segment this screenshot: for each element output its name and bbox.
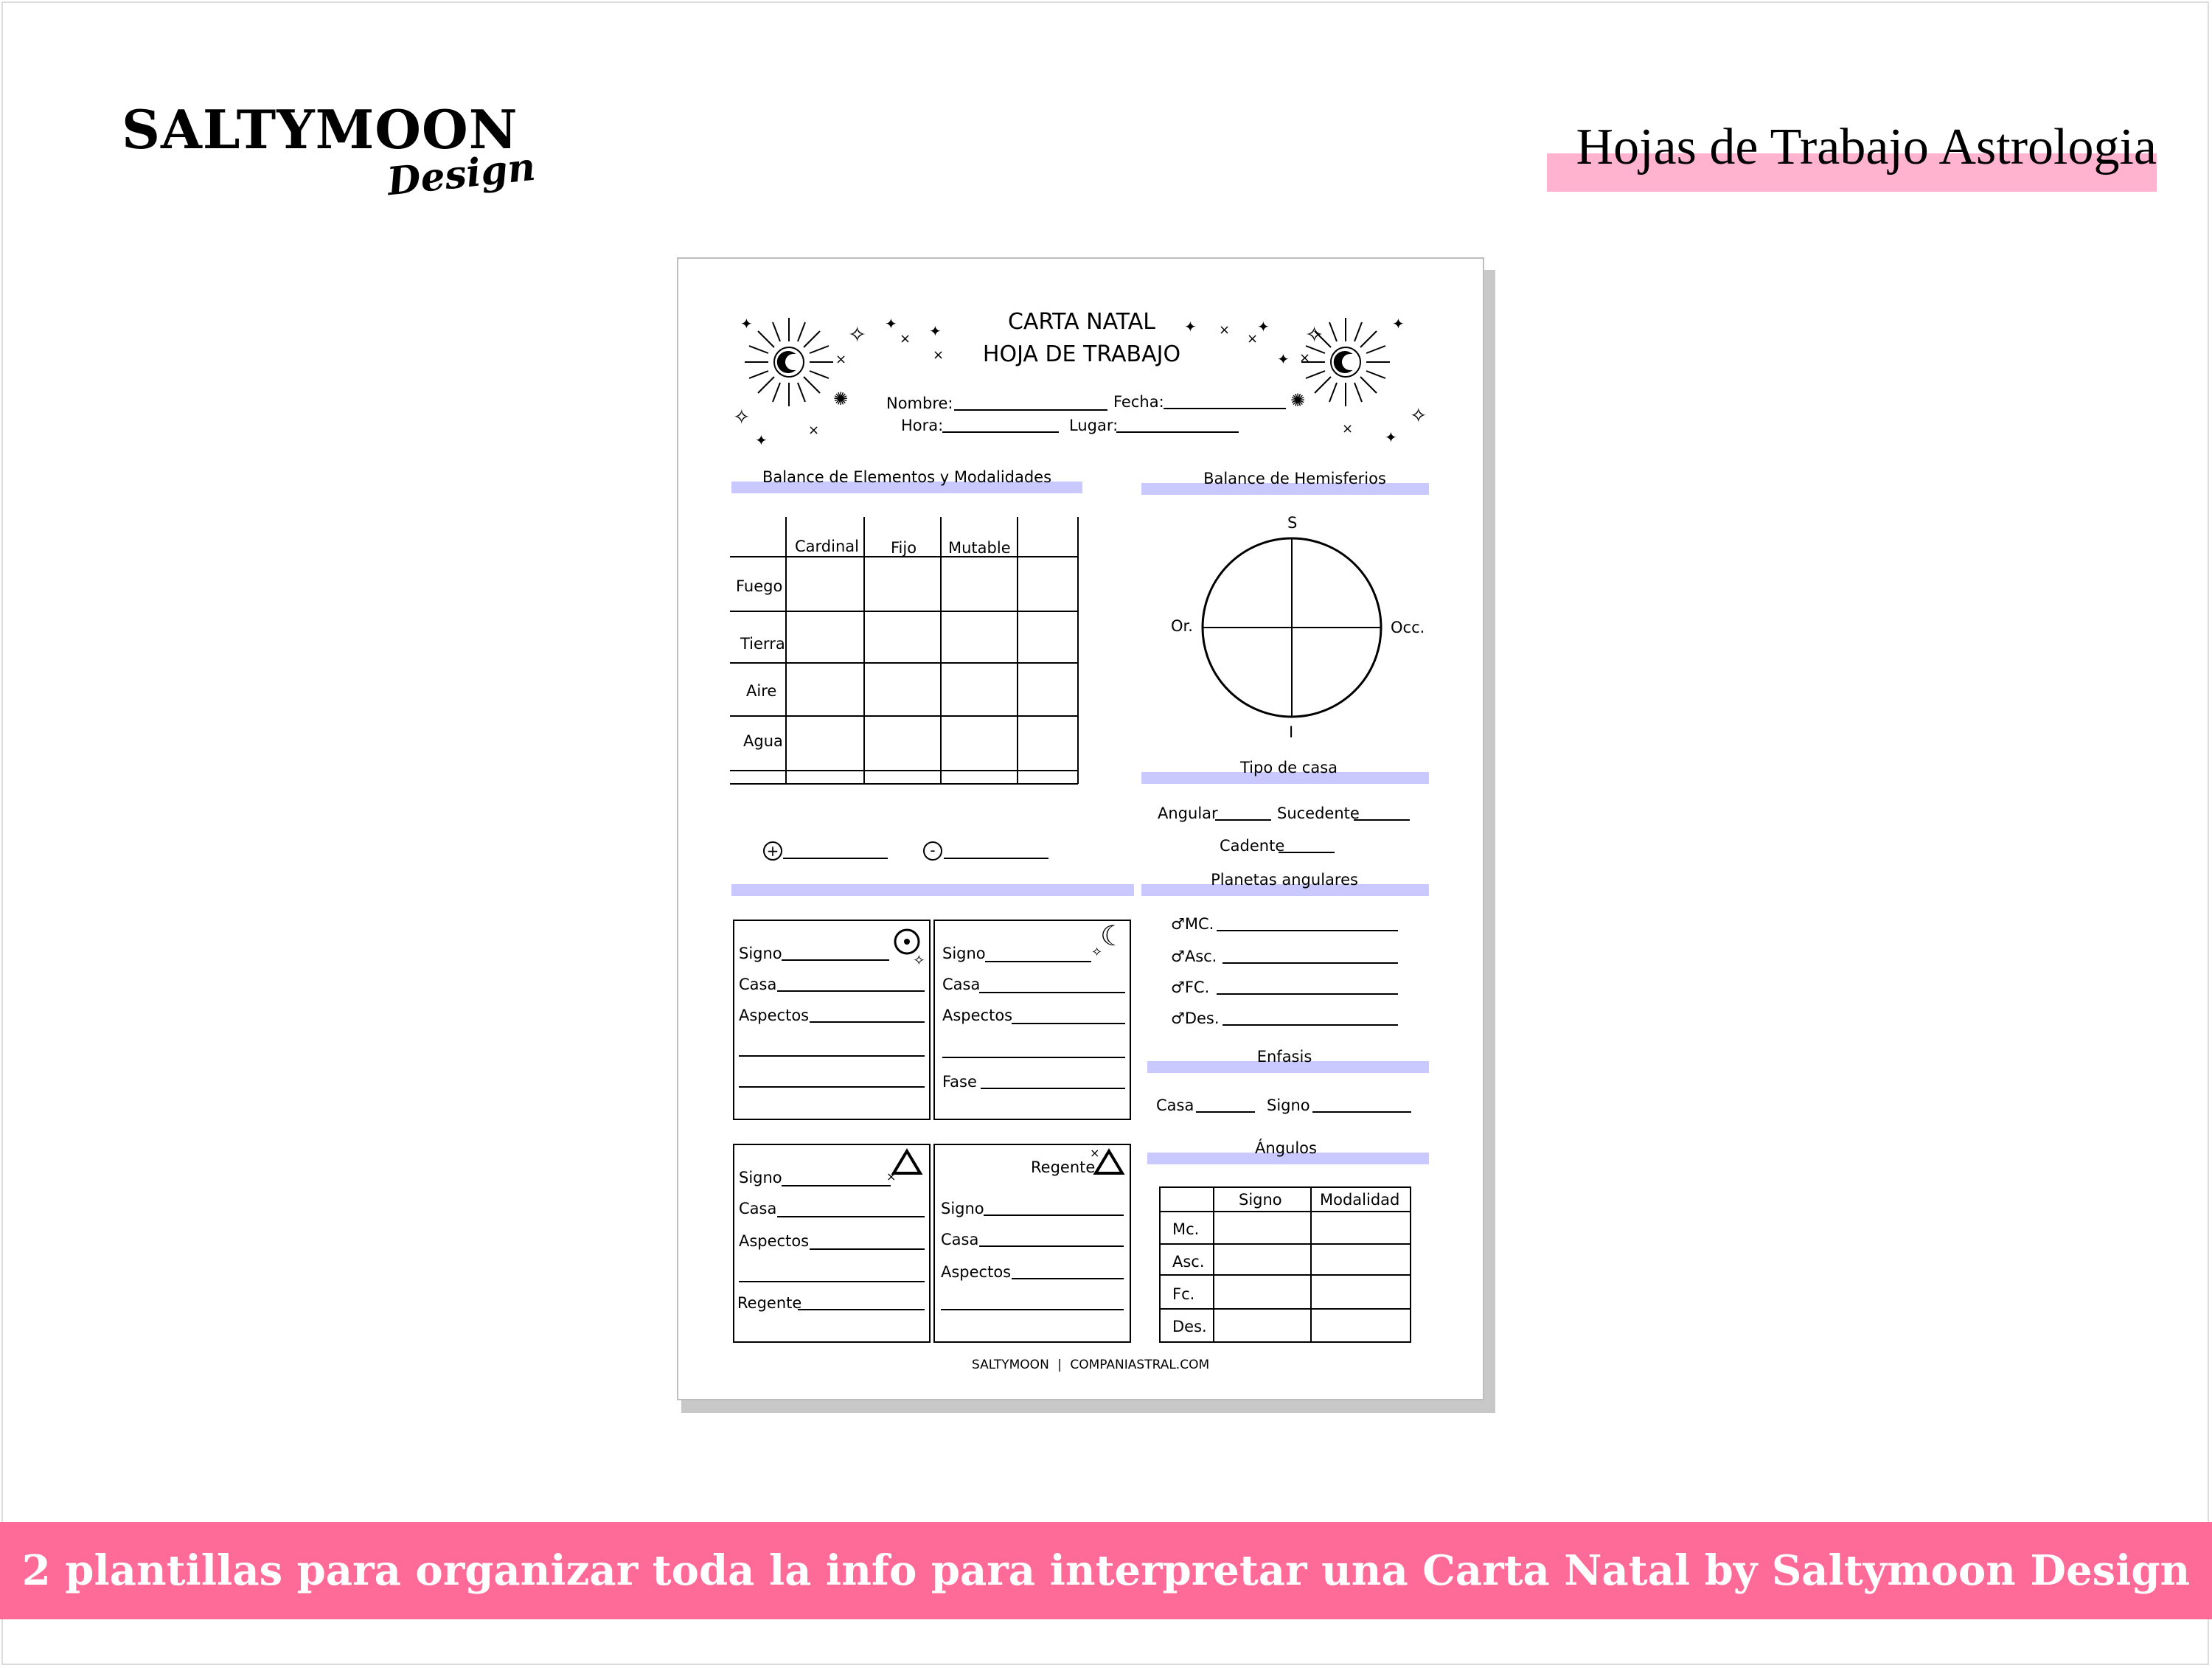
ruler-triangle-icon (1088, 1147, 1130, 1184)
svg-text:×: × (1090, 1147, 1100, 1160)
angles-row-label: Fc. (1172, 1285, 1195, 1303)
sucedente-label: Sucedente (1277, 805, 1360, 822)
fecha-field[interactable] (1164, 408, 1286, 409)
star-burst-icon: ✺ (833, 389, 849, 409)
moon-aspectos-field[interactable] (1012, 1023, 1125, 1024)
moon-signo-label: Signo (942, 945, 986, 962)
star-burst-icon: ✺ (1290, 390, 1306, 411)
ruler-signo-label: Signo (941, 1200, 984, 1217)
angular-field[interactable] (1215, 819, 1271, 821)
ruler-aspectos-field[interactable] (1012, 1278, 1124, 1279)
row-label: Agua (743, 732, 783, 750)
row-label: Aire (746, 682, 777, 700)
sun-signo-field[interactable] (782, 959, 889, 961)
des-field[interactable] (1222, 1024, 1398, 1026)
sparkle-icon: ✧ (1410, 403, 1427, 428)
star-x-icon: × (933, 347, 945, 363)
star-x-icon: × (1299, 350, 1311, 366)
angular-planet-mc: ♂MC. (1171, 915, 1214, 933)
positive-field[interactable] (783, 858, 888, 859)
hora-label: Hora: (901, 417, 944, 434)
row-label: Fuego (736, 577, 783, 595)
sheet-subtitle: HOJA DE TRABAJO (982, 341, 1181, 367)
sucedente-field[interactable] (1354, 819, 1410, 821)
sparkle-icon: ✦ (1277, 350, 1290, 368)
brand-name: SALTYMOON (122, 98, 518, 161)
banner-text: 2 plantillas para organizar toda la info para interpretar una Carta Natal by Saltymoon Design (21, 1546, 2191, 1595)
worksheet-page (677, 257, 1484, 1400)
column-header: Fijo (891, 539, 917, 557)
moon-fase-field[interactable] (981, 1088, 1125, 1089)
asc-field[interactable] (1222, 962, 1398, 964)
row-label: Tierra (740, 635, 785, 653)
mars-icon: ♂ (1171, 915, 1185, 933)
angular-planet-fc: ♂FC. (1171, 979, 1210, 996)
star-x-icon: × (1247, 331, 1259, 347)
ruler-aspectos-label: Aspectos (941, 1263, 1012, 1281)
nombre-field[interactable] (954, 409, 1107, 411)
brand-logo (122, 98, 538, 205)
angles-column-header: Modalidad (1320, 1191, 1400, 1209)
sun-aspectos-label: Aspectos (739, 1007, 810, 1024)
lugar-label: Lugar: (1069, 417, 1119, 434)
svg-text:×: × (886, 1170, 897, 1184)
emphasis-signo-field[interactable] (1312, 1111, 1411, 1113)
sun-casa-field[interactable] (777, 990, 925, 992)
svg-text:✧: ✧ (913, 951, 925, 968)
nombre-label: Nombre: (886, 395, 953, 412)
sheet-title: CARTA NATAL (1007, 309, 1156, 335)
plus-icon: + (763, 841, 782, 861)
emphasis-signo-label: Signo (1267, 1097, 1310, 1114)
mars-icon: ♂ (1171, 948, 1185, 965)
star-x-icon: × (900, 331, 911, 347)
hemisphere-top-label: S (1287, 514, 1298, 532)
emphasis-casa-label: Casa (1156, 1097, 1194, 1114)
angular-planets-title: Planetas angulares (1211, 871, 1358, 889)
fecha-label: Fecha: (1113, 393, 1164, 411)
footer-site: COMPANIASTRAL.COM (1070, 1358, 1210, 1372)
hemisphere-circle (1200, 536, 1383, 719)
ruler-casa-label: Casa (941, 1231, 979, 1248)
sparkle-icon: ✧ (848, 322, 867, 348)
star-x-icon: × (1342, 421, 1354, 437)
hemispheres-title: Balance de Hemisferios (1203, 470, 1386, 487)
sun-extra-field[interactable] (739, 1086, 925, 1088)
emphasis-title: Enfasis (1256, 1048, 1312, 1066)
asc-extra-field[interactable] (739, 1281, 925, 1282)
elements-section-title: Balance de Elementos y Modalidades (762, 468, 1052, 486)
star-x-icon: × (835, 352, 847, 367)
sun-icon (891, 924, 928, 968)
fc-field[interactable] (1217, 993, 1398, 995)
asc-casa-field[interactable] (777, 1216, 925, 1217)
column-header: Mutable (948, 539, 1011, 557)
ruler-regente-label: Regente (1031, 1158, 1096, 1176)
angles-column-header: Signo (1239, 1191, 1282, 1209)
sparkle-icon: ✧ (1091, 945, 1103, 960)
angles-row-label: Asc. (1172, 1253, 1205, 1271)
sun-signo-label: Signo (739, 945, 782, 962)
star-x-icon: × (1219, 322, 1231, 338)
lugar-field[interactable] (1116, 431, 1239, 433)
asc-regente-label: Regente (737, 1294, 802, 1312)
angles-row-label: Mc. (1172, 1220, 1200, 1238)
moon-extra-field[interactable] (942, 1057, 1125, 1058)
elements-grid (730, 517, 1084, 788)
sparkle-icon: ✦ (1184, 318, 1197, 336)
angles-title: Ángulos (1255, 1139, 1317, 1157)
ruler-extra-field[interactable] (941, 1309, 1124, 1310)
sparkle-icon: ✦ (929, 322, 942, 340)
angular-label: Angular (1158, 805, 1218, 822)
sparkle-icon: ✧ (1305, 322, 1324, 348)
sparkle-icon: ✦ (755, 431, 768, 449)
hemisphere-left-label: Or. (1171, 617, 1193, 635)
cadente-label: Cadente (1220, 837, 1285, 855)
asc-regente-field[interactable] (798, 1309, 925, 1310)
sun-casa-label: Casa (739, 976, 777, 993)
sun-moon-icon-left (737, 310, 848, 421)
hora-field[interactable] (942, 431, 1059, 433)
sparkle-icon: ✦ (1257, 318, 1270, 336)
brand-script: Design (385, 144, 538, 205)
sparkle-icon: ✧ (733, 405, 751, 429)
star-x-icon: × (808, 423, 820, 438)
column-header: Cardinal (795, 538, 859, 555)
moon-casa-field[interactable] (979, 992, 1125, 993)
page-title-tag (1576, 118, 2157, 177)
sparkle-icon: ✦ (1385, 428, 1397, 446)
sheet-footer (972, 1358, 1209, 1372)
negative-field[interactable] (944, 858, 1048, 859)
asc-casa-label: Casa (739, 1200, 777, 1217)
ascendant-triangle-icon (886, 1147, 928, 1184)
sun-aspectos-field[interactable] (810, 1021, 925, 1023)
bottom-banner (0, 1522, 2212, 1619)
moon-aspectos-label: Aspectos (942, 1007, 1013, 1024)
emphasis-casa-field[interactable] (1196, 1111, 1255, 1113)
house-type-title: Tipo de casa (1239, 759, 1338, 776)
footer-separator: | (1057, 1358, 1062, 1372)
page-title: Hojas de Trabajo Astrologia (1576, 119, 2157, 176)
angular-planet-des: ♂Des. (1171, 1010, 1220, 1027)
angular-planet-asc: ♂Asc. (1171, 948, 1217, 965)
asc-signo-field[interactable] (782, 1185, 891, 1186)
sun-extra-field[interactable] (739, 1055, 925, 1057)
sparkle-icon: ✦ (740, 315, 753, 333)
moon-signo-field[interactable] (985, 961, 1091, 962)
moon-casa-label: Casa (942, 976, 981, 993)
asc-signo-label: Signo (739, 1169, 782, 1186)
mars-icon: ♂ (1171, 979, 1185, 996)
sparkle-icon: ✦ (1392, 315, 1405, 333)
sparkle-icon: ✦ (885, 315, 897, 333)
footer-brand: SALTYMOON (972, 1358, 1049, 1372)
moon-icon: ☾ (1100, 920, 1126, 952)
asc-aspectos-label: Aspectos (739, 1232, 810, 1250)
angles-row-label: Des. (1172, 1318, 1207, 1335)
minus-icon: - (923, 841, 942, 861)
asc-aspectos-field[interactable] (810, 1248, 925, 1250)
mars-icon: ♂ (1171, 1010, 1185, 1027)
hemisphere-right-label: Occ. (1391, 619, 1425, 636)
hemisphere-bottom-label: I (1289, 723, 1294, 741)
cadente-field[interactable] (1279, 852, 1335, 853)
ruler-casa-field[interactable] (979, 1245, 1124, 1247)
mc-field[interactable] (1217, 930, 1398, 931)
moon-fase-label: Fase (942, 1073, 977, 1091)
ruler-signo-field[interactable] (984, 1214, 1124, 1216)
section-bar (731, 884, 1134, 896)
